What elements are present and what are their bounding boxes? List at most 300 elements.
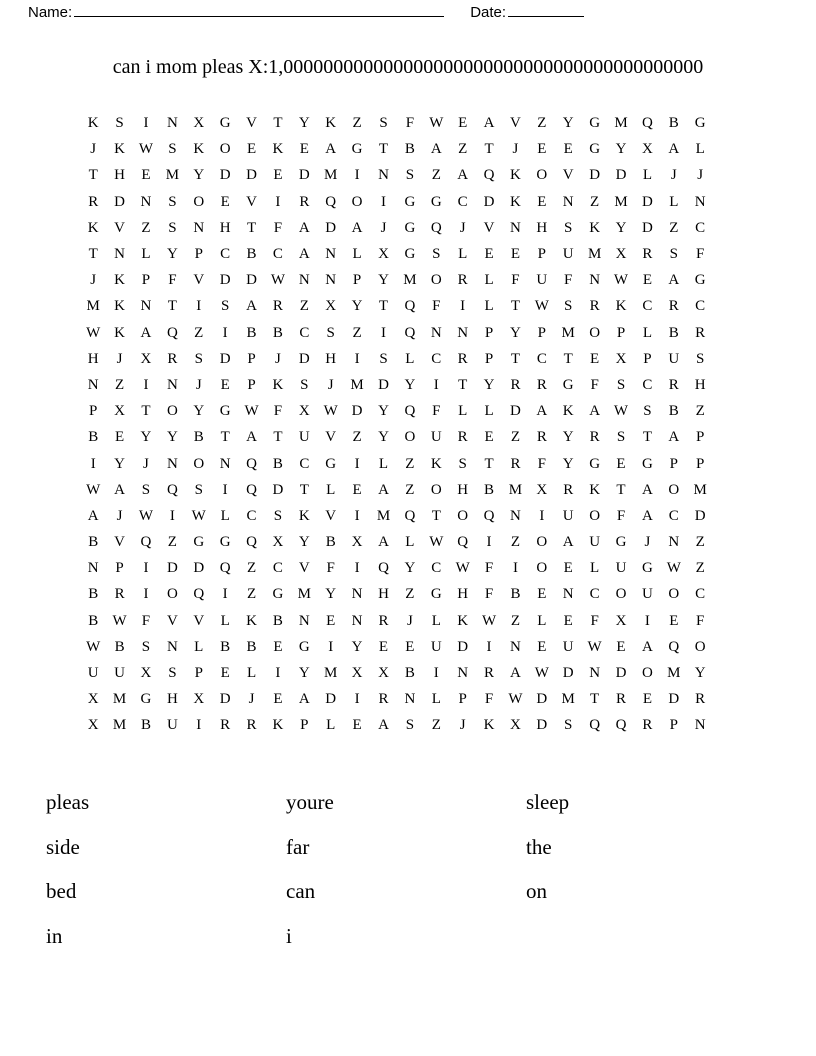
grid-letter[interactable]: L	[431, 691, 441, 708]
grid-letter[interactable]: H	[694, 376, 706, 393]
grid-letter[interactable]: A	[246, 298, 257, 315]
grid-letter[interactable]: N	[404, 691, 416, 708]
grid-letter[interactable]: I	[169, 507, 175, 524]
grid-letter[interactable]: B	[246, 246, 257, 263]
grid-letter[interactable]: X	[193, 115, 205, 132]
grid-letter[interactable]: N	[325, 246, 337, 263]
grid-letter[interactable]: E	[563, 612, 573, 629]
grid-letter[interactable]: K	[246, 612, 257, 629]
grid-letter[interactable]: N	[166, 376, 178, 393]
grid-letter[interactable]: S	[273, 507, 283, 524]
grid-letter[interactable]: A	[140, 324, 152, 341]
grid-letter[interactable]: J	[195, 376, 202, 393]
grid-letter[interactable]: Y	[615, 141, 627, 158]
grid-letter[interactable]: S	[168, 219, 177, 236]
grid-letter[interactable]: W	[244, 403, 259, 420]
grid-letter[interactable]: Z	[352, 324, 362, 341]
grid-letter[interactable]: P	[247, 376, 256, 393]
grid-letter[interactable]: A	[668, 141, 680, 158]
grid-letter[interactable]: A	[378, 534, 389, 551]
grid-letter[interactable]: O	[351, 193, 363, 210]
grid-letter[interactable]: G	[589, 141, 601, 158]
grid-letter[interactable]: O	[193, 455, 205, 472]
grid-letter[interactable]: L	[326, 481, 336, 498]
grid-letter[interactable]: E	[115, 429, 125, 446]
grid-letter[interactable]: S	[405, 717, 415, 734]
grid-letter[interactable]: R	[299, 193, 310, 210]
grid-letter[interactable]: N	[694, 193, 706, 210]
grid-letter[interactable]: A	[298, 219, 310, 236]
grid-letter[interactable]: T	[378, 141, 389, 158]
grid-letter[interactable]: P	[696, 455, 705, 472]
grid-letter[interactable]: A	[351, 219, 363, 236]
grid-letter[interactable]: S	[696, 350, 705, 367]
grid-letter[interactable]: N	[114, 246, 125, 263]
grid-letter[interactable]: W	[323, 403, 338, 420]
grid-letter[interactable]: A	[246, 429, 257, 446]
grid-letter[interactable]: A	[641, 638, 653, 655]
grid-letter[interactable]: G	[589, 455, 601, 472]
grid-letter[interactable]: X	[140, 665, 152, 682]
grid-letter[interactable]: E	[220, 376, 230, 393]
grid-letter[interactable]: N	[166, 115, 178, 132]
grid-letter[interactable]: I	[486, 638, 492, 655]
grid-letter[interactable]: R	[589, 429, 600, 446]
grid-letter[interactable]: M	[403, 272, 417, 289]
grid-letter[interactable]: O	[615, 586, 627, 603]
grid-letter[interactable]: N	[510, 638, 521, 655]
grid-letter[interactable]: F	[432, 298, 441, 315]
grid-letter[interactable]: Y	[166, 246, 178, 263]
grid-letter[interactable]: Z	[352, 429, 362, 446]
grid-letter[interactable]: K	[430, 455, 442, 472]
grid-letter[interactable]: I	[433, 665, 439, 682]
grid-letter[interactable]: R	[114, 586, 125, 603]
grid-letter[interactable]: R	[616, 691, 627, 708]
grid-letter[interactable]: R	[668, 298, 679, 315]
grid-letter[interactable]: U	[615, 560, 627, 577]
grid-letter[interactable]: Z	[405, 455, 415, 472]
grid-letter[interactable]: E	[352, 717, 362, 734]
grid-letter[interactable]: Q	[457, 534, 469, 551]
grid-letter[interactable]: E	[484, 429, 494, 446]
grid-letter[interactable]: S	[168, 193, 177, 210]
grid-letter[interactable]: W	[429, 115, 444, 132]
grid-letter[interactable]: C	[272, 560, 283, 577]
grid-letter[interactable]: N	[166, 455, 178, 472]
grid-letter[interactable]: E	[299, 141, 309, 158]
grid-letter[interactable]: M	[693, 481, 707, 498]
grid-letter[interactable]: U	[641, 586, 653, 603]
grid-letter[interactable]: A	[483, 115, 495, 132]
grid-letter[interactable]: N	[589, 665, 601, 682]
grid-letter[interactable]: I	[486, 534, 492, 551]
grid-letter[interactable]: G	[430, 586, 442, 603]
grid-letter[interactable]: Y	[351, 638, 363, 655]
grid-letter[interactable]: R	[457, 272, 468, 289]
grid-letter[interactable]: Y	[404, 560, 416, 577]
grid-letter[interactable]: Z	[590, 193, 600, 210]
grid-letter[interactable]: P	[115, 560, 124, 577]
grid-letter[interactable]: S	[326, 324, 335, 341]
grid-letter[interactable]: I	[143, 115, 149, 132]
grid-letter[interactable]: T	[510, 350, 521, 367]
grid-letter[interactable]: V	[562, 167, 574, 184]
grid-letter[interactable]: E	[458, 115, 468, 132]
grid-letter[interactable]: E	[220, 665, 230, 682]
grid-letter[interactable]: L	[220, 612, 230, 629]
grid-letter[interactable]: A	[378, 717, 389, 734]
grid-letter[interactable]: O	[536, 167, 548, 184]
grid-letter[interactable]: M	[561, 691, 575, 708]
grid-letter[interactable]: Y	[166, 429, 178, 446]
grid-letter[interactable]: N	[87, 376, 99, 393]
grid-letter[interactable]: N	[140, 193, 152, 210]
grid-letter[interactable]: K	[457, 612, 469, 629]
grid-letter[interactable]: D	[457, 638, 469, 655]
grid-letter[interactable]: X	[325, 298, 337, 315]
grid-letter[interactable]: J	[90, 141, 97, 158]
grid-letter[interactable]: V	[483, 219, 495, 236]
grid-letter[interactable]: G	[140, 691, 152, 708]
grid-letter[interactable]: M	[376, 507, 391, 524]
grid-letter[interactable]: G	[404, 219, 416, 236]
grid-letter[interactable]: E	[537, 193, 547, 210]
grid-letter[interactable]: V	[193, 272, 205, 289]
grid-letter[interactable]: F	[141, 612, 151, 629]
grid-letter[interactable]: O	[193, 193, 205, 210]
grid-letter[interactable]: X	[536, 481, 548, 498]
grid-letter[interactable]: L	[484, 403, 494, 420]
grid-letter[interactable]: Z	[695, 560, 705, 577]
grid-letter[interactable]: H	[457, 586, 469, 603]
grid-letter[interactable]: M	[561, 324, 575, 341]
grid-letter[interactable]: Q	[615, 717, 627, 734]
grid-letter[interactable]: P	[669, 455, 678, 472]
grid-letter[interactable]: M	[587, 246, 602, 263]
grid-letter[interactable]: Y	[483, 376, 495, 393]
grid-letter[interactable]: F	[696, 612, 705, 629]
grid-letter[interactable]: S	[616, 429, 626, 446]
word-list-item[interactable]: the	[526, 834, 552, 859]
grid-letter[interactable]: V	[246, 115, 257, 132]
grid-letter[interactable]: N	[694, 717, 706, 734]
grid-letter[interactable]: K	[114, 298, 125, 315]
grid-letter[interactable]: D	[641, 193, 653, 210]
grid-letter[interactable]: Q	[641, 115, 653, 132]
grid-letter[interactable]: B	[193, 429, 204, 446]
grid-letter[interactable]: X	[615, 350, 627, 367]
grid-letter[interactable]: R	[272, 298, 283, 315]
grid-letter[interactable]: A	[430, 141, 442, 158]
grid-letter[interactable]: F	[564, 272, 573, 289]
grid-letter[interactable]: Z	[510, 534, 521, 551]
grid-letter[interactable]: D	[536, 717, 548, 734]
grid-letter[interactable]: X	[87, 717, 99, 734]
grid-letter[interactable]: Q	[483, 167, 495, 184]
grid-letter[interactable]: F	[590, 376, 599, 393]
grid-letter[interactable]: T	[563, 350, 573, 367]
grid-letter[interactable]: R	[536, 376, 547, 393]
grid-letter[interactable]: E	[616, 455, 626, 472]
grid-letter[interactable]: L	[695, 141, 705, 158]
grid-letter[interactable]: J	[143, 455, 149, 472]
grid-letter[interactable]: Y	[378, 272, 389, 289]
grid-letter[interactable]: Y	[114, 455, 125, 472]
grid-letter[interactable]: D	[668, 691, 680, 708]
grid-letter[interactable]: I	[222, 481, 228, 498]
grid-letter[interactable]: G	[641, 455, 653, 472]
grid-letter[interactable]: D	[325, 219, 337, 236]
grid-letter[interactable]: F	[484, 586, 494, 603]
grid-letter[interactable]: D	[193, 560, 205, 577]
grid-letter[interactable]: L	[405, 350, 415, 367]
grid-letter[interactable]: Z	[405, 481, 415, 498]
grid-letter[interactable]: X	[615, 612, 627, 629]
grid-letter[interactable]: L	[590, 560, 600, 577]
grid-letter[interactable]: P	[537, 324, 546, 341]
grid-letter[interactable]: Z	[510, 429, 521, 446]
grid-letter[interactable]: W	[86, 324, 101, 341]
grid-letter[interactable]: L	[194, 638, 204, 655]
grid-letter[interactable]: W	[191, 507, 206, 524]
grid-letter[interactable]: I	[354, 560, 360, 577]
grid-letter[interactable]: W	[112, 612, 127, 629]
grid-letter[interactable]: Y	[510, 324, 521, 341]
grid-letter[interactable]: B	[140, 717, 151, 734]
grid-letter[interactable]: H	[457, 481, 469, 498]
grid-letter[interactable]: F	[537, 455, 546, 472]
grid-letter[interactable]: S	[168, 665, 177, 682]
grid-letter[interactable]: K	[272, 141, 284, 158]
grid-letter[interactable]: T	[510, 298, 521, 315]
grid-letter[interactable]: F	[273, 403, 283, 420]
grid-letter[interactable]: X	[351, 534, 363, 551]
grid-letter[interactable]: Z	[246, 560, 257, 577]
grid-letter[interactable]: U	[430, 429, 442, 446]
grid-letter[interactable]: H	[114, 167, 125, 184]
grid-letter[interactable]: Y	[562, 115, 574, 132]
grid-letter[interactable]: L	[431, 612, 441, 629]
grid-letter[interactable]: N	[562, 586, 574, 603]
grid-letter[interactable]: K	[325, 115, 337, 132]
grid-letter[interactable]: A	[589, 403, 601, 420]
grid-letter[interactable]: J	[459, 717, 466, 734]
grid-letter[interactable]: E	[273, 638, 283, 655]
grid-letter[interactable]: C	[642, 298, 653, 315]
grid-letter[interactable]: S	[669, 246, 678, 263]
grid-letter[interactable]: X	[272, 534, 284, 551]
grid-letter[interactable]: L	[458, 403, 468, 420]
grid-letter[interactable]: E	[537, 638, 547, 655]
grid-letter[interactable]: N	[457, 324, 469, 341]
grid-letter[interactable]: R	[642, 717, 653, 734]
grid-letter[interactable]: Y	[694, 665, 706, 682]
grid-letter[interactable]: Y	[615, 219, 627, 236]
grid-letter[interactable]: I	[354, 167, 360, 184]
grid-letter[interactable]: A	[298, 691, 310, 708]
grid-letter[interactable]: K	[589, 481, 601, 498]
grid-letter[interactable]: B	[88, 612, 99, 629]
date-write-in-line[interactable]	[508, 4, 584, 17]
grid-letter[interactable]: P	[458, 691, 467, 708]
grid-letter[interactable]: D	[219, 167, 231, 184]
grid-letter[interactable]: U	[536, 272, 548, 289]
grid-letter[interactable]: P	[537, 246, 546, 263]
grid-letter[interactable]: I	[512, 560, 518, 577]
grid-letter[interactable]: U	[589, 534, 601, 551]
grid-letter[interactable]: L	[537, 612, 547, 629]
grid-letter[interactable]: T	[458, 376, 468, 393]
grid-letter[interactable]: W	[534, 298, 549, 315]
grid-letter[interactable]: T	[246, 219, 257, 236]
grid-letter[interactable]: F	[696, 246, 705, 263]
grid-letter[interactable]: U	[562, 638, 574, 655]
grid-letter[interactable]: N	[430, 324, 442, 341]
grid-letter[interactable]: Q	[404, 324, 416, 341]
grid-letter[interactable]: B	[220, 638, 231, 655]
grid-letter[interactable]: N	[193, 219, 205, 236]
grid-letter[interactable]: B	[246, 324, 257, 341]
grid-letter[interactable]: P	[484, 350, 494, 367]
grid-letter[interactable]: M	[86, 298, 100, 315]
grid-letter[interactable]: T	[273, 429, 283, 446]
grid-letter[interactable]: Q	[483, 507, 495, 524]
grid-letter[interactable]: I	[222, 324, 228, 341]
grid-letter[interactable]: U	[298, 429, 310, 446]
grid-letter[interactable]: V	[114, 219, 125, 236]
grid-letter[interactable]: I	[354, 350, 360, 367]
grid-letter[interactable]: U	[562, 246, 574, 263]
word-list-item[interactable]: youre	[286, 790, 334, 814]
grid-letter[interactable]: B	[325, 534, 336, 551]
grid-letter[interactable]: D	[378, 376, 389, 393]
grid-letter[interactable]: Z	[246, 586, 257, 603]
grid-letter[interactable]: G	[219, 534, 231, 551]
grid-letter[interactable]: K	[510, 167, 521, 184]
grid-letter[interactable]: G	[272, 586, 284, 603]
grid-letter[interactable]: H	[166, 691, 178, 708]
grid-letter[interactable]: Y	[404, 376, 416, 393]
grid-letter[interactable]: K	[483, 717, 495, 734]
grid-letter[interactable]: P	[141, 272, 151, 289]
grid-letter[interactable]: I	[380, 324, 386, 341]
word-list-item[interactable]: in	[46, 923, 63, 948]
grid-letter[interactable]: M	[112, 717, 127, 734]
grid-letter[interactable]: F	[405, 115, 415, 132]
grid-letter[interactable]: T	[484, 455, 494, 472]
grid-letter[interactable]: V	[325, 429, 337, 446]
grid-letter[interactable]: G	[298, 638, 310, 655]
grid-letter[interactable]: R	[167, 350, 178, 367]
grid-letter[interactable]: T	[220, 429, 230, 446]
grid-letter[interactable]: S	[115, 115, 124, 132]
grid-letter[interactable]: T	[484, 141, 494, 158]
grid-letter[interactable]: E	[484, 246, 494, 263]
grid-letter[interactable]: A	[114, 481, 125, 498]
grid-letter[interactable]: E	[537, 141, 547, 158]
grid-letter[interactable]: N	[378, 167, 389, 184]
grid-letter[interactable]: P	[194, 665, 203, 682]
grid-letter[interactable]: F	[484, 560, 494, 577]
grid-letter[interactable]: D	[615, 665, 627, 682]
grid-letter[interactable]: T	[616, 481, 626, 498]
grid-letter[interactable]: G	[325, 455, 337, 472]
grid-letter[interactable]: M	[165, 167, 180, 184]
word-list-item[interactable]: pleas	[46, 790, 90, 814]
grid-letter[interactable]: I	[460, 298, 466, 315]
grid-letter[interactable]: T	[141, 403, 151, 420]
grid-letter[interactable]: C	[246, 507, 257, 524]
grid-letter[interactable]: K	[298, 507, 310, 524]
grid-letter[interactable]: I	[222, 586, 228, 603]
grid-letter[interactable]: N	[351, 612, 363, 629]
grid-letter[interactable]: H	[536, 219, 548, 236]
grid-letter[interactable]: Q	[166, 324, 178, 341]
grid-letter[interactable]: P	[696, 429, 705, 446]
grid-letter[interactable]: E	[273, 691, 283, 708]
grid-letter[interactable]: O	[589, 507, 601, 524]
grid-letter[interactable]: J	[697, 167, 704, 184]
grid-letter[interactable]: T	[431, 507, 441, 524]
grid-letter[interactable]: N	[219, 455, 231, 472]
grid-letter[interactable]: E	[510, 246, 521, 263]
grid-letter[interactable]: C	[668, 507, 679, 524]
grid-letter[interactable]: V	[166, 612, 178, 629]
grid-letter[interactable]: Q	[246, 455, 257, 472]
grid-letter[interactable]: L	[352, 246, 362, 263]
grid-letter[interactable]: B	[88, 429, 99, 446]
grid-letter[interactable]: F	[273, 219, 283, 236]
grid-letter[interactable]: E	[537, 586, 547, 603]
grid-letter[interactable]: I	[354, 507, 360, 524]
grid-letter[interactable]: U	[668, 350, 680, 367]
grid-letter[interactable]: L	[405, 534, 415, 551]
grid-letter[interactable]: A	[510, 665, 521, 682]
grid-letter[interactable]: Q	[668, 638, 680, 655]
grid-letter[interactable]: I	[143, 376, 149, 393]
grid-letter[interactable]: Q	[166, 481, 178, 498]
grid-letter[interactable]: X	[87, 691, 99, 708]
grid-letter[interactable]: W	[508, 691, 523, 708]
grid-letter[interactable]: G	[193, 534, 205, 551]
grid-letter[interactable]: N	[325, 272, 337, 289]
grid-letter[interactable]: R	[642, 246, 653, 263]
grid-letter[interactable]: Z	[695, 403, 705, 420]
grid-letter[interactable]: K	[589, 219, 601, 236]
grid-letter[interactable]: K	[562, 403, 574, 420]
grid-letter[interactable]: D	[246, 272, 257, 289]
grid-letter[interactable]: N	[298, 612, 310, 629]
grid-letter[interactable]: V	[246, 193, 257, 210]
grid-letter[interactable]: R	[510, 376, 521, 393]
grid-letter[interactable]: A	[325, 141, 337, 158]
grid-letter[interactable]: E	[642, 691, 652, 708]
grid-letter[interactable]: T	[167, 298, 177, 315]
grid-letter[interactable]: N	[457, 665, 469, 682]
grid-letter[interactable]: R	[484, 665, 495, 682]
grid-letter[interactable]: W	[429, 534, 444, 551]
grid-letter[interactable]: A	[298, 246, 310, 263]
grid-letter[interactable]: S	[168, 141, 177, 158]
grid-letter[interactable]: R	[378, 612, 389, 629]
grid-letter[interactable]: K	[272, 376, 284, 393]
grid-letter[interactable]: B	[114, 638, 125, 655]
grid-letter[interactable]: Z	[194, 324, 204, 341]
grid-letter[interactable]: K	[510, 193, 521, 210]
grid-letter[interactable]: Z	[431, 717, 441, 734]
grid-letter[interactable]: B	[404, 665, 415, 682]
